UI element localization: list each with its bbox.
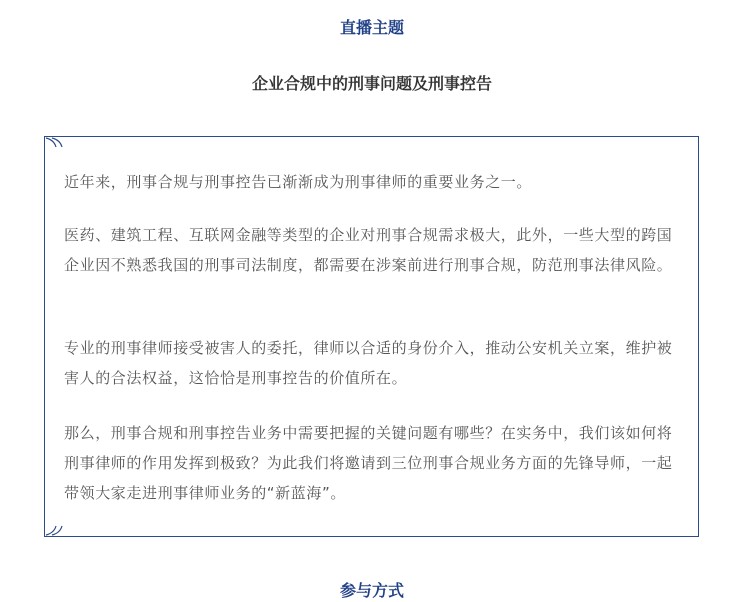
paragraph-intro: 近年来，刑事合规与刑事控告已渐渐成为刑事律师的重要业务之一。 xyxy=(64,173,533,191)
paragraph-key-questions: 那么，刑事合规和刑事控告业务中需要把握的关键问题有哪些？在实务中，我们该如何将刑事律师的作用发挥到极致？为此我们将邀请到三位刑事合规业务方面的先锋导师，一起带领大家走进刑事律师业务的“新蓝海”。 xyxy=(64,424,673,502)
page-subtitle: 企业合规中的刑事问题及刑事控告 xyxy=(251,74,492,93)
content-box xyxy=(44,136,699,537)
section-title-participation: 参与方式 xyxy=(339,581,404,600)
paragraph-criminal-complaint: 专业的刑事律师接受被害人的委托，律师以合适的身份介入，推动公安机关立案，维护被害人的合法权益，这恰恰是刑事控告的价值所在。 xyxy=(64,339,673,387)
paragraph-compliance-demand: 医药、建筑工程、互联网金融等类型的企业对刑事合规需求极大，此外，一些大型的跨国企业因不熟悉我国的刑事司法制度，都需要在涉案前进行刑事合规，防范刑事法律风险。 xyxy=(64,226,673,274)
section-title-live-topic: 直播主题 xyxy=(339,18,404,37)
wave-corner-icon xyxy=(45,522,67,536)
wave-corner-icon xyxy=(45,137,67,151)
